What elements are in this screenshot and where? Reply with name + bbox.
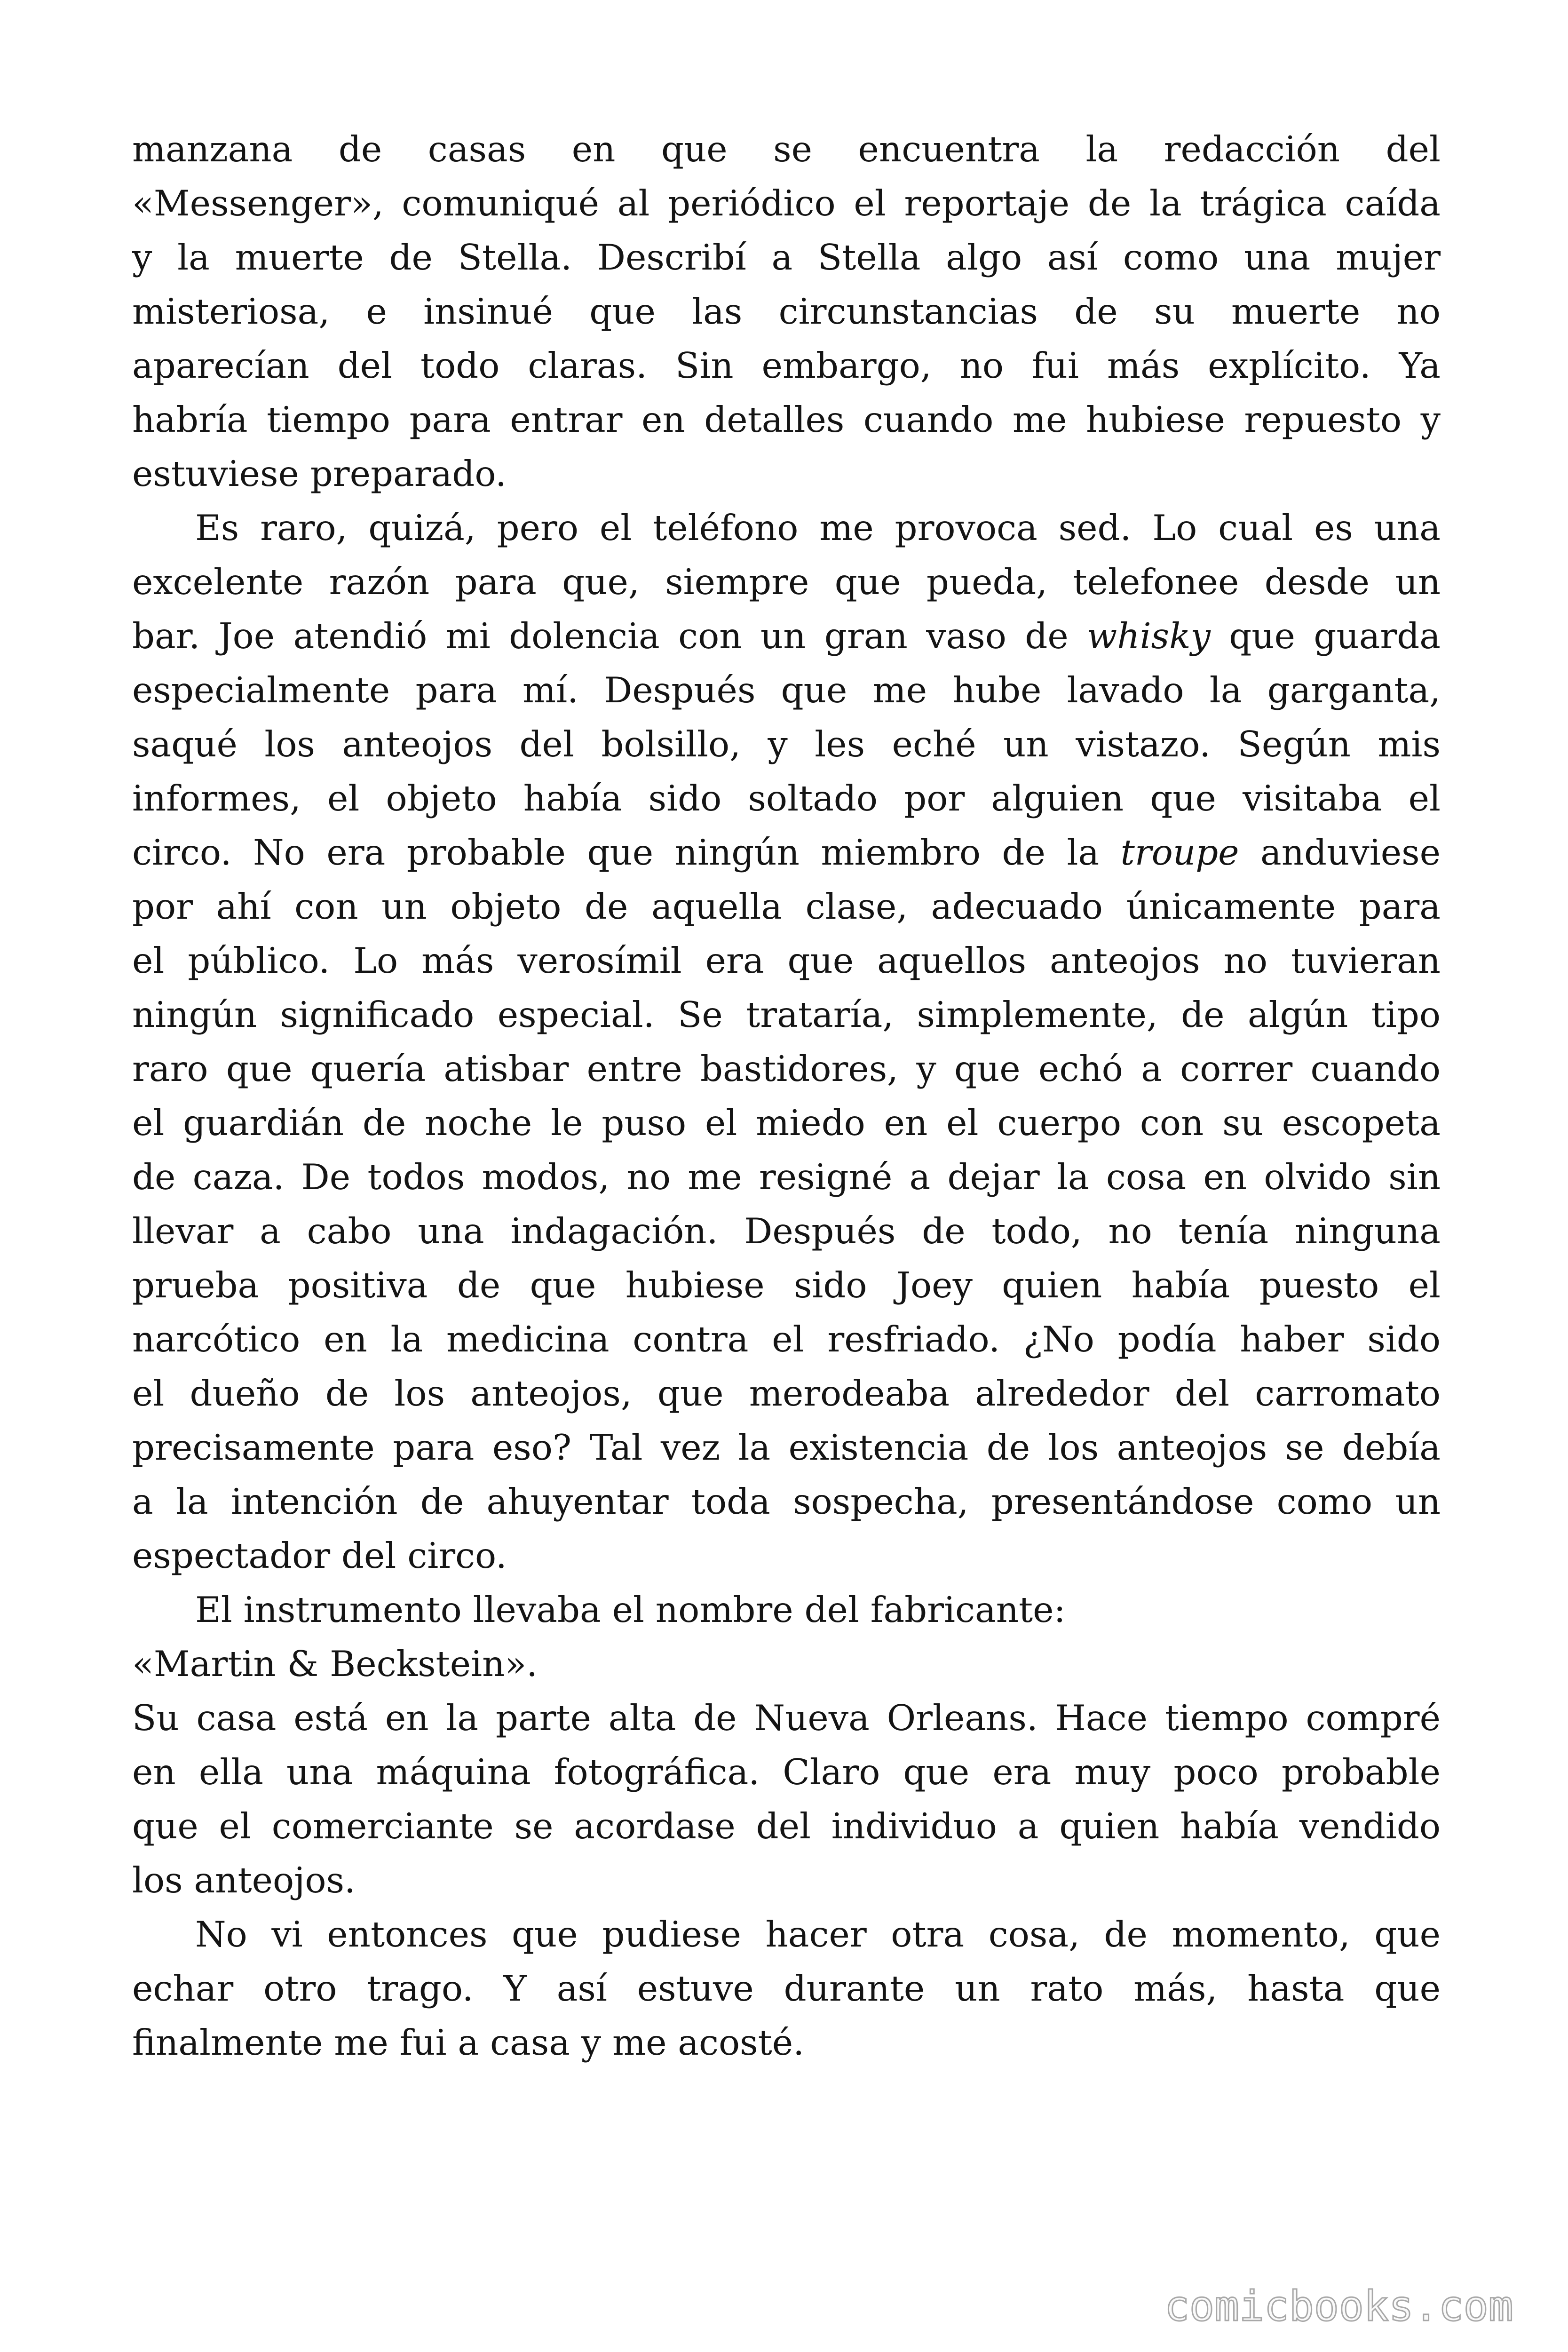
text-line: que el comerciante se acordase del individuo a quien había vendido — [132, 1805, 1441, 1847]
page-text — [132, 122, 1441, 2070]
text-line: el público. Lo más verosímil era que aquellos anteojos no tuvieran — [132, 940, 1441, 981]
text-segment: circo. No era probable que ningún miembro de la — [132, 832, 1121, 873]
text-line — [132, 826, 1441, 880]
text-line: aparecían del todo claras. Sin embargo, no fui más explícito. Ya — [132, 345, 1441, 386]
text-line: misteriosa, e insinué que las circunstancias de su muerte no — [132, 291, 1441, 332]
text-line: el guardián de noche le puso el miedo en el cuerpo con su escopeta — [132, 1102, 1441, 1144]
text-line: a la intención de ahuyentar toda sospecha, presentándose como un — [132, 1481, 1441, 1522]
text-line: «Martin & Beckstein». — [132, 1643, 538, 1685]
text-line: por ahí con un objeto de aquella clase, adecuado únicamente para — [132, 886, 1441, 927]
text-line: precisamente para eso? Tal vez la existencia de los anteojos se debía — [132, 1427, 1441, 1468]
text-line: El instrumento llevaba el nombre del fabricante: — [195, 1589, 1066, 1630]
text-line: finalmente me fui a casa y me acosté. — [132, 2022, 805, 2063]
text-line: y la muerte de Stella. Describí a Stella algo así como una mujer — [132, 237, 1441, 278]
text-line: de caza. De todos modos, no me resigné a dejar la cosa en olvido sin — [132, 1156, 1441, 1198]
paragraph — [132, 122, 1441, 501]
text-line: saqué los anteojos del bolsillo, y les eché un vistazo. Según mis — [132, 723, 1441, 765]
text-line: Es raro, quizá, pero el teléfono me provoca sed. Lo cual es una — [195, 507, 1441, 548]
text-line: echar otro trago. Y así estuve durante un rato más, hasta que — [132, 1968, 1441, 2009]
italic-word: whisky — [1087, 615, 1211, 657]
text-line: excelente razón para que, siempre que pueda, telefonee desde un — [132, 561, 1441, 603]
text-line: llevar a cabo una indagación. Después de todo, no tenía ninguna — [132, 1210, 1441, 1252]
text-line: los anteojos. — [132, 1859, 356, 1901]
text-line: ningún significado especial. Se trataría, simplemente, de algún tipo — [132, 994, 1441, 1035]
text-line: especialmente para mí. Después que me hube lavado la garganta, — [132, 669, 1441, 711]
text-segment: bar. Joe atendió mi dolencia con un gran vaso de — [132, 615, 1087, 657]
text-line: narcótico en la medicina contra el resfriado. ¿No podía haber sido — [132, 1319, 1441, 1360]
text-segment: que guarda — [1210, 615, 1441, 657]
text-line: informes, el objeto había sido soltado por alguien que visitaba el — [132, 778, 1441, 819]
text-line: en ella una máquina fotográfica. Claro que era muy poco probable — [132, 1751, 1441, 1793]
paragraph — [132, 1907, 1441, 2070]
text-line: el dueño de los anteojos, que merodeaba alrededor del carromato — [132, 1373, 1441, 1414]
paragraph — [132, 501, 1441, 1583]
text-line: habría tiempo para entrar en detalles cuando me hubiese repuesto y — [132, 399, 1441, 440]
italic-word: troupe — [1120, 832, 1239, 873]
text-line: espectador del circo. — [132, 1535, 507, 1576]
text-line: «Messenger», comuniqué al periódico el reportaje de la trágica caída — [132, 183, 1441, 224]
watermark: comicbooks.com — [1164, 2282, 1513, 2330]
text-segment: anduviese — [1239, 832, 1441, 873]
paragraph — [132, 1583, 1441, 1907]
text-line: estuviese preparado. — [132, 453, 507, 494]
text-line — [132, 609, 1441, 663]
text-line: Su casa está en la parte alta de Nueva Orleans. Hace tiempo compré — [132, 1697, 1441, 1739]
text-line: manzana de casas en que se encuentra la redacción del — [132, 128, 1441, 170]
text-line: No vi entonces que pudiese hacer otra cosa, de momento, que — [195, 1914, 1441, 1955]
text-line: raro que quería atisbar entre bastidores, y que echó a correr cuando — [132, 1048, 1441, 1089]
text-line: prueba positiva de que hubiese sido Joey quien había puesto el — [132, 1264, 1441, 1306]
